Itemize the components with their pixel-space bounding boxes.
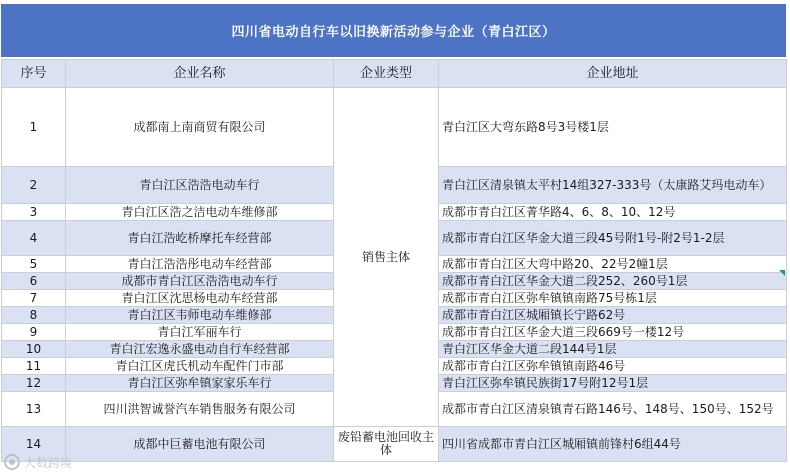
- header-type: 企业类型: [334, 60, 439, 88]
- row-index: 10: [2, 341, 66, 358]
- row-index: 11: [2, 358, 66, 375]
- enterprise-type-recycle: 废铅蓄电池回收主体: [334, 427, 439, 462]
- row-address: 四川省成都市青白江区城厢镇前锋村6组44号: [439, 427, 787, 462]
- row-index: 14: [2, 427, 66, 462]
- row-index: 12: [2, 375, 66, 392]
- row-address: 成都市青白江区弥牟镇镇南路75号栋1层: [439, 290, 787, 307]
- enterprise-table: [1, 59, 787, 462]
- header-row: [2, 60, 787, 88]
- row-address: 成都市青白江区菁华路4、6、8、10、12号: [439, 204, 787, 221]
- row-address: 成都市青白江区华金大道二段252、260号1层: [439, 273, 787, 290]
- table-title: 四川省电动自行车以旧换新活动参与企业（青白江区）: [1, 4, 786, 57]
- cell-comment-marker: [779, 270, 785, 276]
- row-index: 6: [2, 273, 66, 290]
- row-name: 青白江宏逸永盛电动自行车经营部: [66, 341, 334, 358]
- row-name: 成都中巨蓄电池有限公司: [66, 427, 334, 462]
- header-index: 序号: [2, 60, 66, 88]
- row-name: 青白江区韦师电动车维修部: [66, 307, 334, 324]
- row-index: 4: [2, 221, 66, 256]
- row-name: 成都市青白江区浩浩电动车行: [66, 273, 334, 290]
- watermark: [4, 450, 72, 474]
- row-address: 青白江区弥牟镇民族街17号附12号1层: [439, 375, 787, 392]
- table-row: [2, 427, 787, 462]
- row-index: 7: [2, 290, 66, 307]
- row-index: 5: [2, 256, 66, 273]
- row-index: 9: [2, 324, 66, 341]
- row-name: 青白江区浩之洁电动车维修部: [66, 204, 334, 221]
- row-name: 青白江区弥牟镇家家乐车行: [66, 375, 334, 392]
- row-address: 青白江区华金大道二段144号1层: [439, 341, 787, 358]
- watermark-text: 大数跨境: [24, 455, 73, 470]
- row-index: 2: [2, 167, 66, 204]
- row-name: 四川洪智诚誉汽车销售服务有限公司: [66, 392, 334, 427]
- row-address: 成都市青白江区弥牟镇镇南路46号: [439, 358, 787, 375]
- enterprise-type-sales: 销售主体: [334, 88, 439, 427]
- row-name: 青白江区沈思杨电动车经营部: [66, 290, 334, 307]
- row-address: 成都市青白江区清泉镇青石路146号、148号、150号、152号: [439, 392, 787, 427]
- row-address: 成都市青白江区城厢镇长宁路62号: [439, 307, 787, 324]
- row-address: 成都市青白江区华金大道三段45号附1号-附2号1-2层: [439, 221, 787, 256]
- row-index: 1: [2, 88, 66, 167]
- watermark-logo-icon: [4, 454, 20, 470]
- row-index: 13: [2, 392, 66, 427]
- row-address: 成都市青白江区大弯中路20、22号2幢1层: [439, 256, 787, 273]
- row-index: 3: [2, 204, 66, 221]
- header-name: 企业名称: [66, 60, 334, 88]
- row-name: 青白江浩浩彤电动车经营部: [66, 256, 334, 273]
- row-name: 成都南上南商贸有限公司: [66, 88, 334, 167]
- row-name: 青白江浩屹桥摩托车经营部: [66, 221, 334, 256]
- row-name: 青白江区虎氏机动车配件门市部: [66, 358, 334, 375]
- header-address: 企业地址: [439, 60, 787, 88]
- row-address: 青白江区清泉镇太平村14组327-333号（太康路艾玛电动车）: [439, 167, 787, 204]
- row-name: 青白江区浩浩电动车行: [66, 167, 334, 204]
- table-row: [2, 88, 787, 167]
- row-address: 成都市青白江区华金大道三段669号一楼12号: [439, 324, 787, 341]
- row-index: 8: [2, 307, 66, 324]
- row-name: 青白江军丽车行: [66, 324, 334, 341]
- row-address: 青白江区大弯东路8号3号楼1层: [439, 88, 787, 167]
